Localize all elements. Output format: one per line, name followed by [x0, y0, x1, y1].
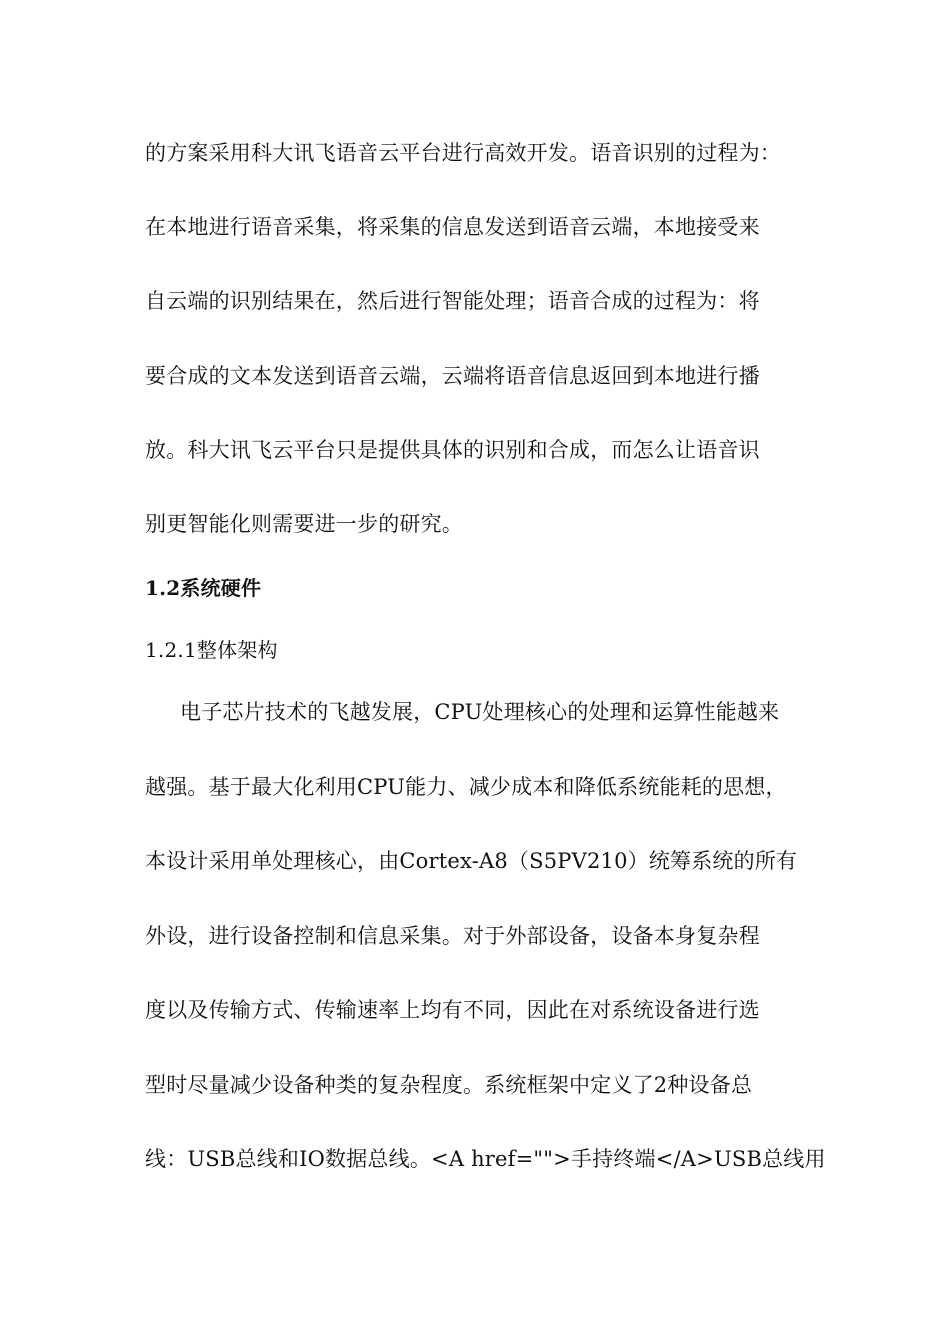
text-line: 放。科大讯飞云平台只是提供具体的识别和合成，而怎么让语音识	[145, 438, 760, 462]
text-line: 线：USB总线和IO数据总线。<A href="">手持终端</A>USB总线用	[145, 1147, 826, 1171]
text-line: 本设计采用单处理核心，由Cortex-A8（S5PV210）统筹系统的所有	[145, 849, 798, 873]
text-line: 在本地进行语音采集，将采集的信息发送到语音云端，本地接受来	[145, 215, 760, 239]
section-heading: 1.2系统硬件	[145, 576, 262, 600]
text-line: 自云端的识别结果在，然后进行智能处理；语音合成的过程为：将	[145, 289, 760, 313]
text-line: 型时尽量减少设备种类的复杂程度。系统框架中定义了2种设备总	[145, 1073, 753, 1097]
text-line: 要合成的文本发送到语音云端，云端将语音信息返回到本地进行播	[145, 364, 760, 388]
text-line: 的方案采用科大讯飞语音云平台进行高效开发。语音识别的过程为：	[145, 141, 781, 165]
text-line: 度以及传输方式、传输速率上均有不同，因此在对系统设备进行选	[145, 998, 760, 1022]
text-line: 外设，进行设备控制和信息采集。对于外部设备，设备本身复杂程	[145, 924, 760, 948]
text-line: 越强。基于最大化利用CPU能力、减少成本和降低系统能耗的思想，	[145, 775, 787, 799]
text-line: 别更智能化则需要进一步的研究。	[145, 512, 463, 536]
text-line: 电子芯片技术的飞越发展，CPU处理核心的处理和运算性能越来	[180, 700, 780, 724]
subsection-heading: 1.2.1整体架构	[145, 638, 278, 662]
